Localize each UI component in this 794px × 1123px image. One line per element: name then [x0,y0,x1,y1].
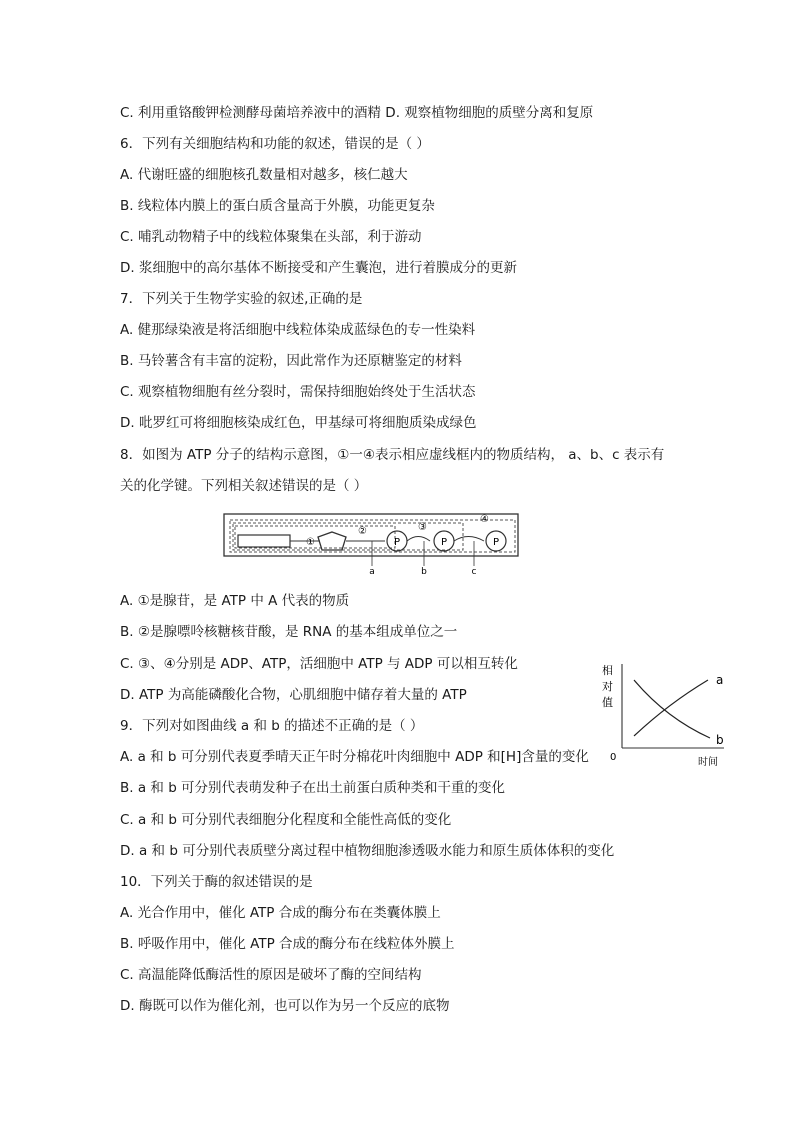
curve-b [634,680,710,738]
dashed-box-2 [235,526,395,548]
question-8-stem-line2: 关的化学键。下列相关叙述错误的是（ ） [120,478,368,494]
question-10-option-b: B. 呼吸作用中，催化 ATP 合成的酶分布在线粒体外膜上 [120,936,455,952]
question-7-option-c: C. 观察植物细胞有丝分裂时，需保持细胞始终处于生活状态 [120,384,476,400]
question-7-option-d: D. 吡罗红可将细胞核染成红色，甲基绿可将细胞质染成绿色 [120,415,477,431]
question-10-option-a: A. 光合作用中，催化 ATP 合成的酶分布在类囊体膜上 [120,905,441,921]
question-6-option-a: A. 代谢旺盛的细胞核孔数量相对越多，核仁越大 [120,167,408,183]
label-2: ② [358,526,367,537]
ylabel-char-1: 相 [602,664,613,677]
question-6-option-b: B. 线粒体内膜上的蛋白质含量高于外膜，功能更复杂 [120,198,435,214]
question-9-option-b: B. a 和 b 可分别代表萌发种子在出土前蛋白质种类和干重的变化 [120,780,506,796]
question-10-stem: 10．下列关于酶的叙述错误的是 [120,874,313,890]
label-3: ③ [418,522,427,533]
curve-graph [598,660,738,770]
bond-b-label: b [421,567,427,576]
curve-a [634,680,708,736]
ylabel-char-2: 对 [602,680,613,693]
xlabel: 时间 [698,757,718,768]
label-4: ④ [480,514,489,525]
question-9-option-d: D. a 和 b 可分别代表质壁分离过程中植物细胞渗透吸水能力和原生质体体积的变化 [120,843,615,859]
origin-label: 0 [610,752,617,763]
question-9-option-a: A. a 和 b 可分别代表夏季晴天正午时分棉花叶肉细胞中 ADP 和[H]含量的变化 [120,749,589,765]
question-8-option-a: A. ①是腺苷，是 ATP 中 A 代表的物质 [120,593,350,609]
phosphate-2-label: P [440,537,448,548]
curve-b-label: b [716,733,724,747]
bond-c-label: c [471,567,477,576]
question-8-option-d: D. ATP 为高能磷酸化合物，心肌细胞中储存着大量的 ATP [120,687,467,703]
question-7-option-b: B. 马铃薯含有丰富的淀粉，因此常作为还原糖鉴定的材料 [120,353,462,369]
question-6-option-d: D. 浆细胞中的高尔基体不断接受和产生囊泡，进行着膜成分的更新 [120,260,517,276]
question-7-option-a: A. 健那绿染液是将活细胞中线粒体染成蓝绿色的专一性染料 [120,322,476,338]
question-10-option-c: C. 高温能降低酶活性的原因是破坏了酶的空间结构 [120,967,422,983]
text-line-c-option: C. 利用重铬酸钾检测酵母菌培养液中的酒精 D. 观察植物细胞的质壁分离和复原 [120,105,594,121]
question-8-option-c: C. ③、④分别是 ADP、ATP，活细胞中 ATP 与 ADP 可以相互转化 [120,656,518,672]
curve-a-label: a [716,673,724,687]
question-8-stem-line1: 8．如图为 ATP 分子的结构示意图，①一④表示相应虚线框内的物质结构， a、b、c 表示有 [120,447,665,463]
dashed-box-3 [233,523,463,550]
phosphate-3-label: P [492,537,500,548]
question-6-option-c: C. 哺乳动物精子中的线粒体聚集在头部，利于游动 [120,229,422,245]
question-9-stem: 9．下列对如图曲线 a 和 b 的描述不正确的是（ ） [120,718,424,734]
question-8-option-b: B. ②是腺嘌呤核糖核苷酸，是 RNA 的基本组成单位之一 [120,624,458,640]
label-1: ① [306,537,315,548]
ylabel-char-3: 值 [602,696,613,709]
question-6-stem: 6．下列有关细胞结构和功能的叙述，错误的是（ ） [120,136,430,152]
question-9-option-c: C. a 和 b 可分别代表细胞分化程度和全能性高低的变化 [120,812,452,828]
adenine-base [238,535,290,547]
ribose-pentagon [318,532,346,550]
atp-structure-diagram [222,510,522,576]
question-10-option-d: D. 酶既可以作为催化剂，也可以作为另一个反应的底物 [120,998,450,1014]
phosphate-1-label: P [393,537,401,548]
question-7-stem: 7．下列关于生物学实验的叙述,正确的是 [120,291,363,307]
bond-a-label: a [369,567,375,576]
